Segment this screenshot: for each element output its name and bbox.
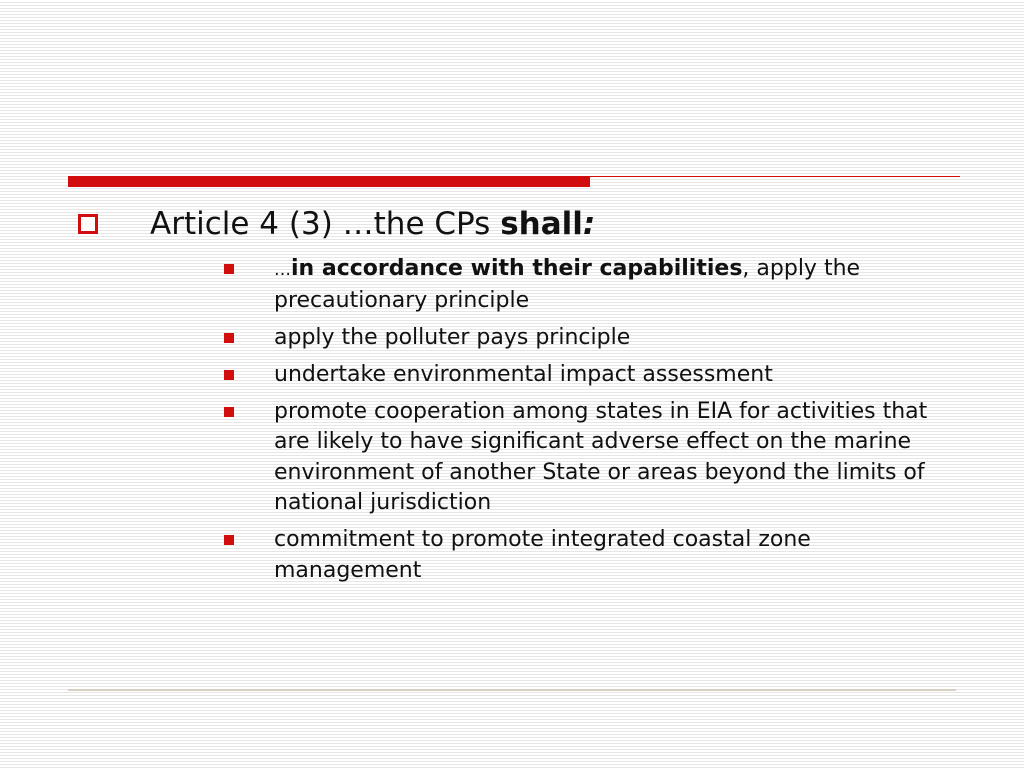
list-item (0, 254, 934, 316)
level2-list (0, 254, 1024, 593)
ellipsis-text: … (274, 260, 291, 280)
filled-square-icon (224, 370, 234, 380)
bottom-divider (68, 689, 956, 691)
level1-text (150, 204, 595, 244)
list-item (0, 397, 934, 519)
list-item (0, 360, 934, 391)
bold-phrase: in accordance with their capabilities (291, 256, 743, 281)
item-text: promote cooperation among states in EIA for activities that are likely to have significant adverse effect on the marine environment of another State or areas beyond the limits of national jurisdiction (274, 398, 928, 515)
filled-square-icon (224, 535, 234, 545)
item-text: , apply the precautionary principle (274, 256, 861, 313)
level1-bullet (72, 204, 952, 244)
heading-prefix: Article 4 (3) …the CPs (150, 206, 501, 242)
heading-colon: : (582, 206, 596, 242)
heading-bold: shall (500, 206, 583, 242)
filled-square-icon (224, 407, 234, 417)
item-text: apply the polluter pays principle (274, 324, 631, 350)
item-text: undertake environmental impact assessment (274, 361, 773, 387)
item-text: commitment to promote integrated coastal zone management (274, 527, 811, 583)
list-item (0, 323, 934, 354)
filled-square-icon (224, 333, 234, 343)
hollow-square-icon (78, 214, 98, 234)
list-item (0, 525, 934, 586)
filled-square-icon (224, 264, 234, 274)
